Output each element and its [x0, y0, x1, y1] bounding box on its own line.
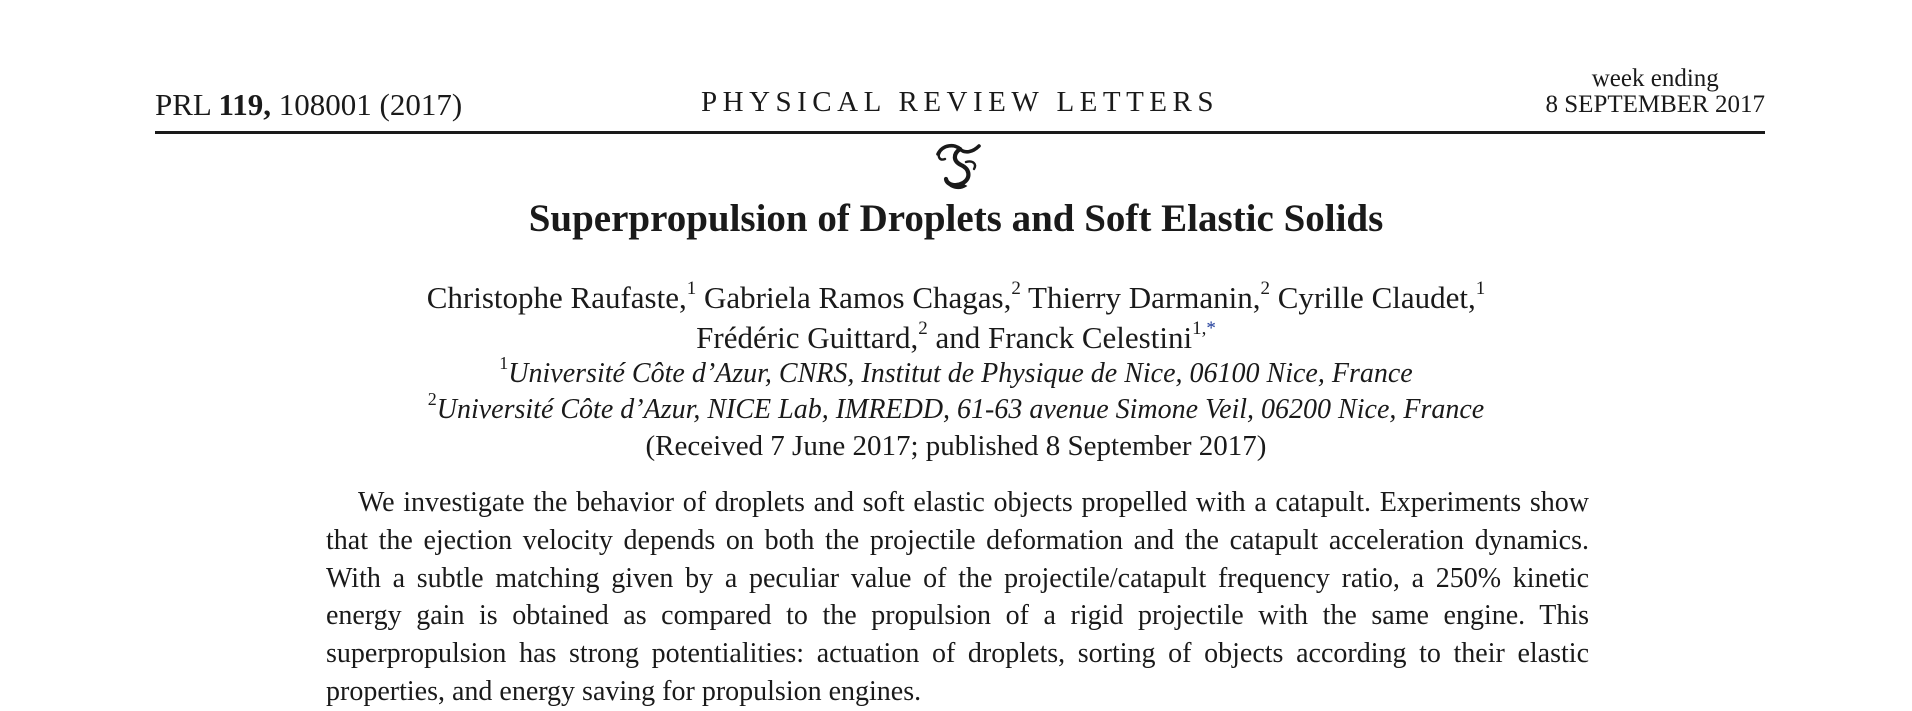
author-connector: and	[935, 320, 981, 355]
header-rule	[155, 131, 1765, 134]
running-header	[155, 60, 1765, 132]
affiliation-number: 2	[427, 389, 437, 409]
author-name: Thierry Darmanin,	[1028, 280, 1261, 315]
affiliation-number: 1	[499, 353, 509, 373]
author-list	[0, 278, 1912, 358]
issue-date-value: 8 SEPTEMBER 2017	[1545, 91, 1765, 118]
affiliation-list	[0, 353, 1912, 428]
author-line-2	[0, 318, 1912, 358]
author-affiliation-mark: 2	[1260, 278, 1270, 299]
author-name: Franck Celestini	[988, 320, 1193, 355]
paper-title: Superpropulsion of Droplets and Soft Elastic Solids	[528, 197, 1384, 240]
author-name: Gabriela Ramos Chagas,	[704, 280, 1012, 315]
corresponding-author-link[interactable]: *	[1206, 318, 1216, 339]
affiliation-2	[0, 389, 1912, 428]
week-ending-label: week ending	[1591, 65, 1719, 92]
author-name: Christophe Raufaste,	[426, 280, 687, 315]
author-affiliation-mark: 2	[1011, 278, 1021, 299]
affiliation-text: Université Côte d’Azur, NICE Lab, IMREDD, 61-63 avenue Simone Veil, 06200 Nice, France	[436, 394, 1485, 425]
aps-publisher-logo-icon	[933, 140, 987, 192]
affiliation-text: Université Côte d’Azur, CNRS, Institut de Physique de Nice, 06100 Nice, France	[508, 358, 1413, 389]
issue-date	[1546, 66, 1765, 118]
author-affiliation-mark	[1192, 318, 1216, 339]
abstract: We investigate the behavior of droplets and soft elastic objects propelled with a catapult. Experiments show that the ejection velocity depends on both the projectile deformation and the catapult acceleration dynamics. With a subtle matching given by a peculiar value of the projectile/catapult frequency ratio, a 250% kinetic energy gain is obtained as compared to the propulsion of a rigid projectile with the same engine. This superpropulsion has strong potentialities: actuation of droplets, sorting of objects according to their elastic properties, and energy saving for propulsion engines.	[326, 487, 1589, 707]
received-published-dates: (Received 7 June 2017; published 8 September 2017)	[645, 430, 1267, 462]
citation-volume: 119,	[218, 87, 271, 122]
author-affiliation-mark: 2	[918, 318, 928, 339]
author-affiliation-mark: 1	[686, 278, 697, 299]
author-affiliation-mark: 1	[1475, 278, 1486, 299]
citation-article-year: 108001 (2017)	[278, 87, 463, 122]
author-name: Frédéric Guittard,	[696, 320, 919, 355]
affiliation-number: 1,	[1192, 318, 1207, 339]
author-name: Cyrille Claudet,	[1277, 280, 1476, 315]
journal-name: PHYSICAL REVIEW LETTERS	[701, 86, 1219, 118]
author-line-1	[0, 278, 1912, 318]
affiliation-1	[0, 353, 1912, 392]
citation-journal-abbrev: PRL	[155, 87, 211, 122]
